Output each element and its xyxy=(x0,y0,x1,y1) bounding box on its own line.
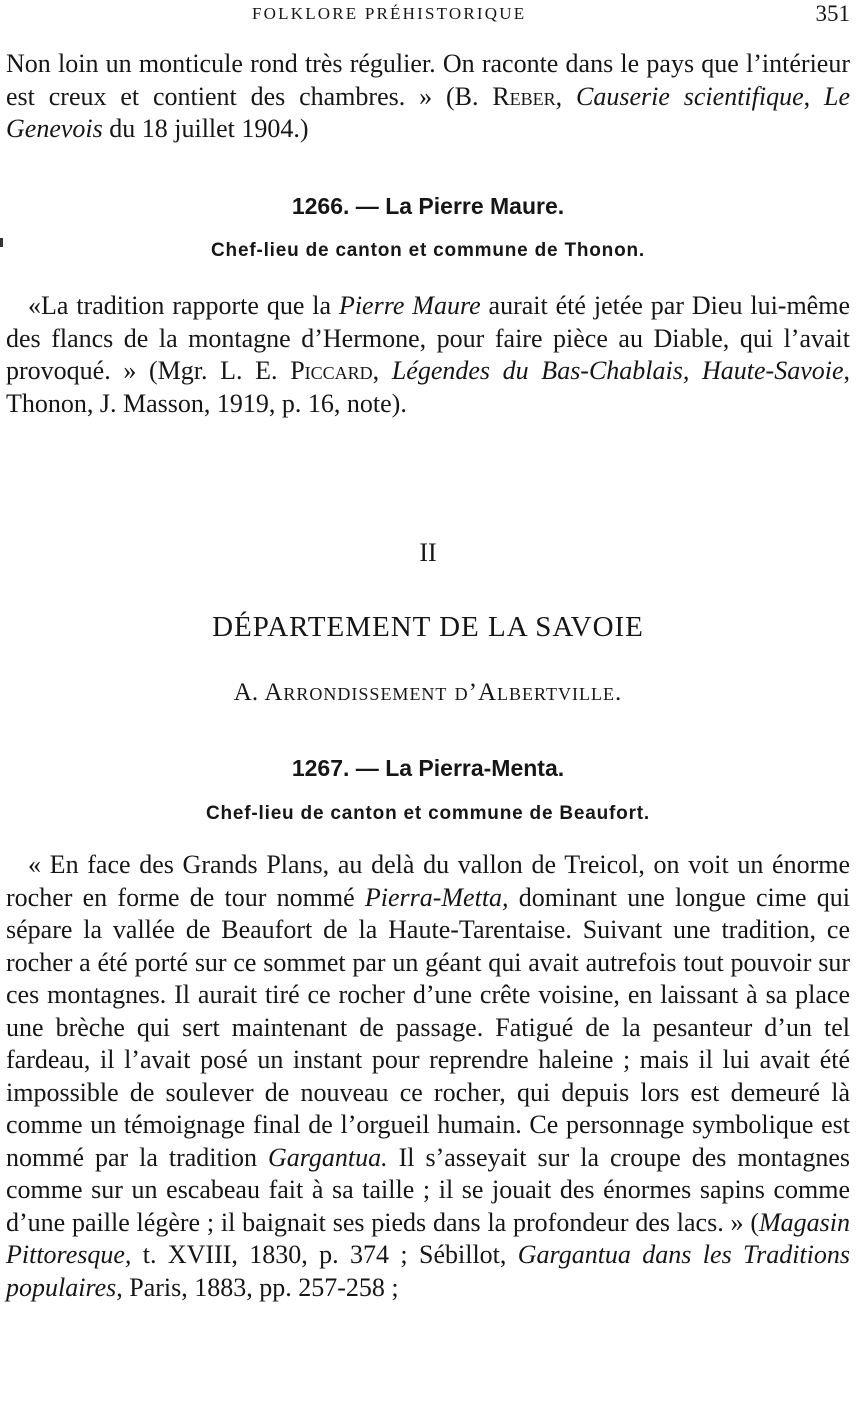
arrondissement-heading: A. Arrondissement d’Albertville. xyxy=(233,679,623,706)
entry-number: 1267. xyxy=(291,755,350,781)
place-name: Pierre Maure xyxy=(338,291,481,320)
running-title: FOLKLORE PRÉHISTORIQUE xyxy=(252,4,527,23)
section-numeral: II xyxy=(419,538,437,567)
entry-number: 1266. xyxy=(291,193,350,219)
entry-1267-paragraph: « En face des Grands Plans, au delà du vallon de Treicol, on voit un énorme rocher en forme de tour nommé Pierra-Metta, dominant une longue cime qui sépare la vallée de Beaufort de la Haute-Tarentaise. Suivant une tradition, ce rocher a été porté sur ce sommet par un géant qui avait autrefois tout pouvoir sur ces montagnes. Il aurait tiré ce rocher d’une crête voisine, en laissant à sa place une brèche qui sert maintenant de passage. Fatigué de la pesanteur d’un tel fardeau, il l’avait posé un instant pour reprendre haleine ; mais il lui avait été impossible de soulever de nouveau ce rocher, qui depuis lors est demeuré là comme un témoignage final de l’orgueil humain. Ce personnage symbolique est nommé par la tradition Gargantua. Il s’asseyait sur la croupe des montagnes comme sur un escabeau fait à sa taille ; il se jouait des énormes sapins comme d’une paille légère ; il baignait ses pieds dans la profondeur des lacs. » (Magasin Pittoresque, t. XVIII, 1830, p. 374 ; Sébillot, Gargantua dans les Traditions populaires, Paris, 1883, pp. 257-258 ; xyxy=(6,850,850,1302)
entry-1266-location: Chef-lieu de canton et commune de Thonon. xyxy=(211,240,645,261)
entry-1266-paragraph: «La tradition rapporte que la Pierre Maure aurait été jetée par Dieu lui-même des flancs de la montagne d’Hermone, pour faire pièce au Diable, qui l’avait provoqué. » (Mgr. L. E. Piccard, Légendes du Bas-Chablais, Haute-Savoie, Thonon, J. Masson, 1919, p. 16, note). xyxy=(6,291,851,418)
source-title: Gargantua dans les Traditions populaires xyxy=(6,1240,850,1302)
author-name: Piccard xyxy=(290,356,373,385)
running-header xyxy=(0,0,856,32)
character-name: Gargantua. xyxy=(267,1142,388,1172)
entry-1266-heading xyxy=(0,193,856,220)
section-title: DÉPARTEMENT DE LA SAVOIE xyxy=(212,611,644,643)
source-title: Magasin Pittoresque, xyxy=(6,1207,850,1269)
entry-1267-heading xyxy=(0,755,856,782)
page-number: 351 xyxy=(815,1,850,26)
entry-1267-location: Chef-lieu de canton et commune de Beaufort. xyxy=(205,803,650,824)
intro-paragraph: Non loin un monticule rond très régulier. On raconte dans le pays que l’intérieur est creux et contient des chambres. » (B. Reber, Causerie scientifique, Le Genevois du 18 juillet 1904.) xyxy=(6,49,851,143)
entry-dash: — xyxy=(355,755,379,781)
author-name: Reber xyxy=(492,81,556,111)
work-title: Légendes du Bas-Chablais, Haute-Savoie xyxy=(391,356,844,385)
entry-title: La Pierra-Menta. xyxy=(385,755,565,781)
entry-dash: — xyxy=(355,193,379,219)
newspaper-title: Le Genevois xyxy=(6,81,851,143)
entry-title: La Pierre Maure. xyxy=(385,193,565,219)
work-title: Causerie scientifique xyxy=(576,81,804,111)
place-name: Pierra-Metta, xyxy=(364,882,509,912)
